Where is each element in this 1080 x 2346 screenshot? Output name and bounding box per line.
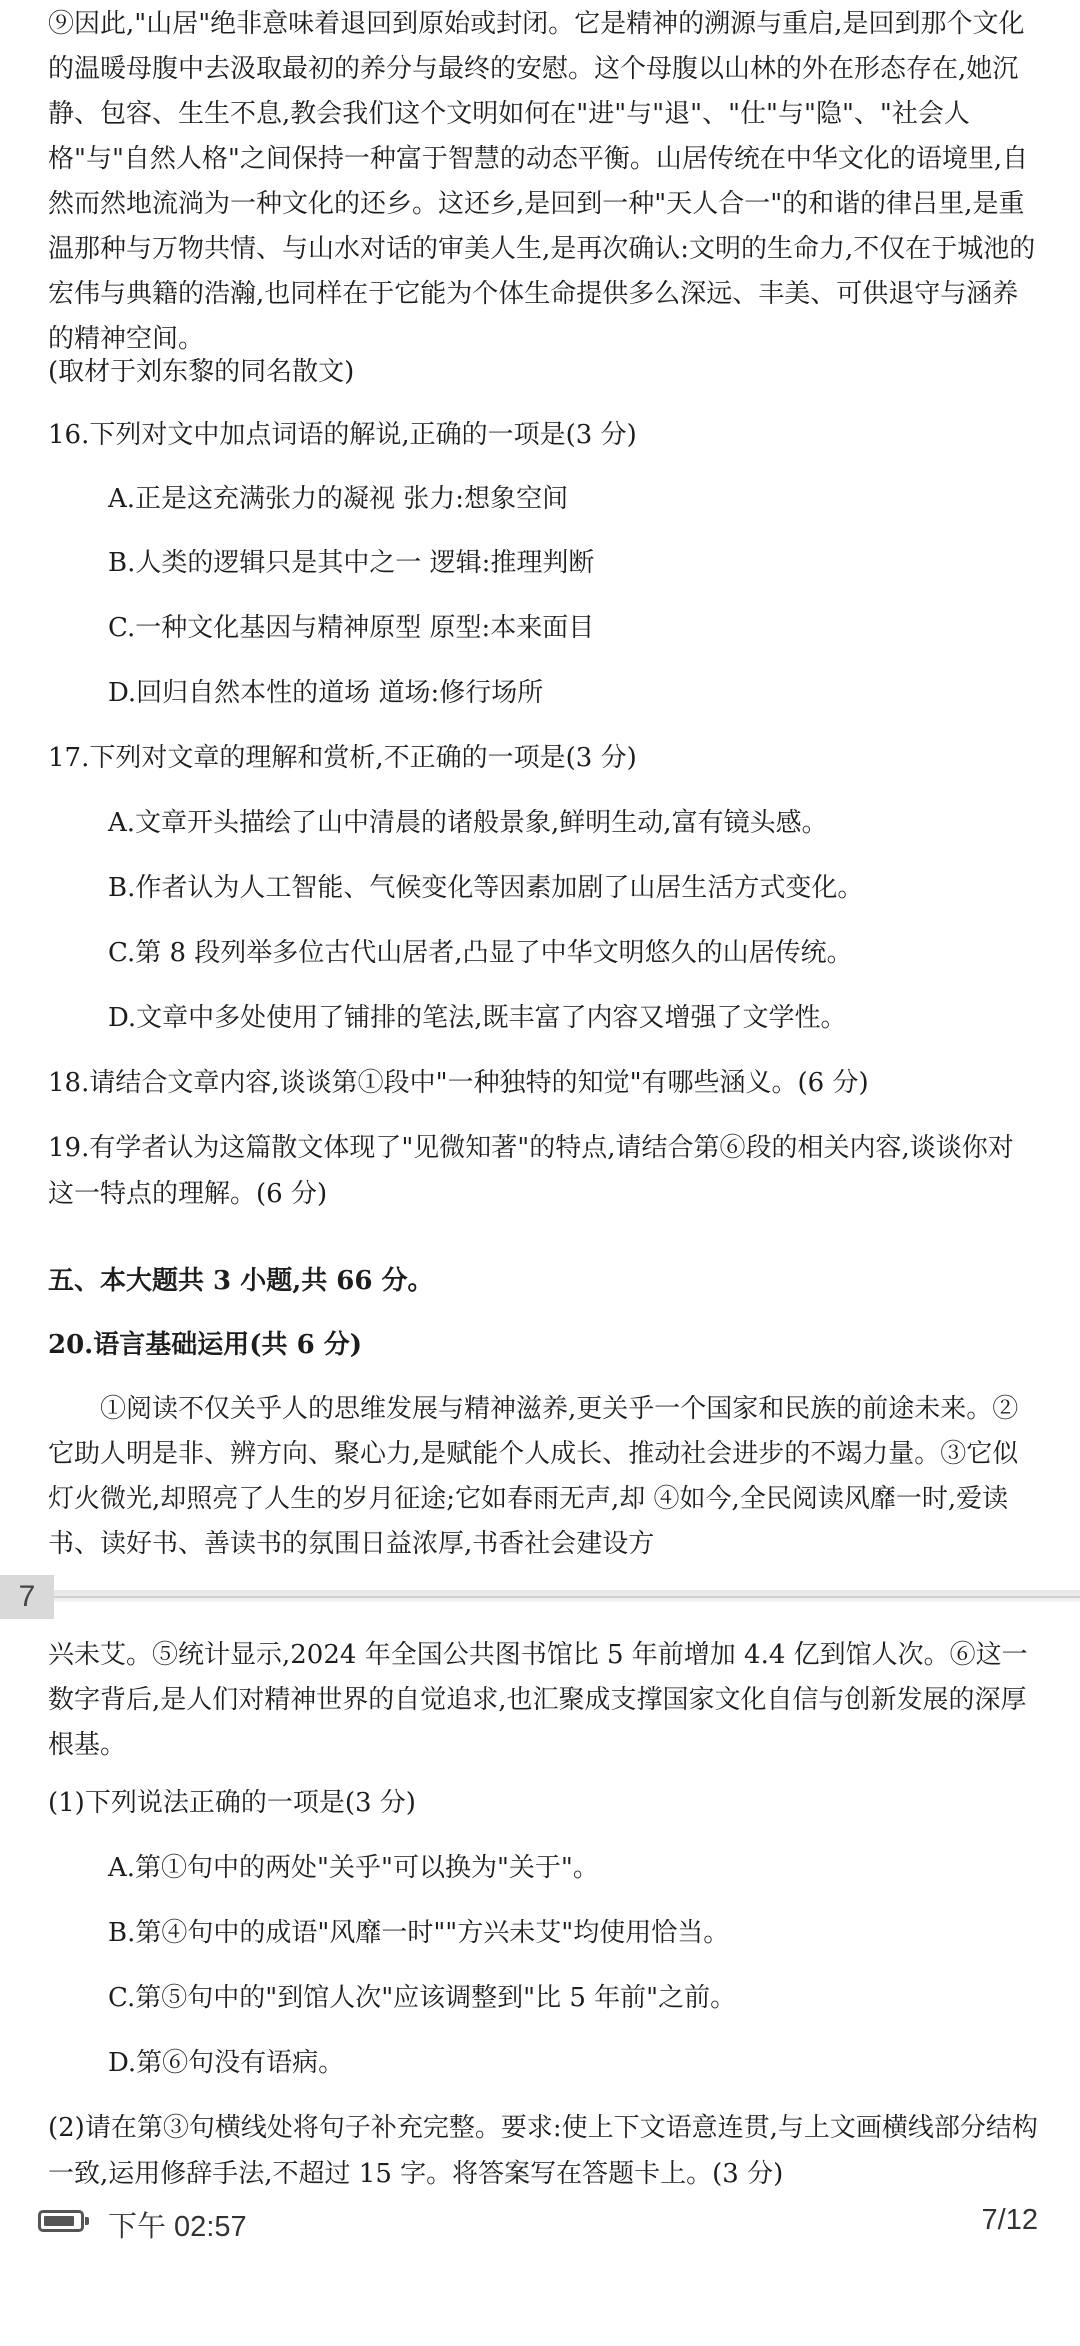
section-5-heading: 五、本大题共 3 小题,共 66 分。	[48, 1266, 434, 1296]
sub1-option-d: D.第⑥句没有语病。	[108, 2048, 345, 2078]
clock-time: 下午 02:57	[108, 2211, 247, 2243]
reader-status-bar	[0, 2190, 1080, 2260]
question-18: 18.请结合文章内容,谈谈第①段中"一种独特的知觉"有哪些涵义。(6 分)	[48, 1068, 869, 1098]
page-divider-line	[54, 1596, 1080, 1598]
source-citation: (取材于刘东黎的同名散文)	[48, 357, 355, 387]
q17-option-b: B.作者认为人工智能、气候变化等因素加剧了山居生活方式变化。	[108, 873, 864, 903]
q16-option-d: D.回归自然本性的道场 道场:修行场所	[108, 678, 544, 708]
question-20-heading: 20.语言基础运用(共 6 分)	[48, 1330, 363, 1360]
question-16: 16.下列对文中加点词语的解说,正确的一项是(3 分)	[48, 420, 637, 450]
sub1-option-a: A.第①句中的两处"关乎"可以换为"关于"。	[108, 1853, 599, 1883]
q17-option-c: C.第 8 段列举多位古代山居者,凸显了中华文明悠久的山居传统。	[108, 938, 853, 968]
battery-icon	[38, 2210, 84, 2232]
sub-question-2: (2)请在第③句横线处将句子补充完整。要求:使上下文语意连贯,与上文画横线部分结构一致,运用修辞手法,不超过 15 字。将答案写在答题卡上。(3 分)	[48, 2113, 1038, 2189]
sub1-option-c: C.第⑤句中的"到馆人次"应该调整到"比 5 年前"之前。	[108, 1983, 737, 2013]
q17-option-d: D.文章中多处使用了铺排的笔法,既丰富了内容又增强了文学性。	[108, 1003, 847, 1033]
sub1-option-b: B.第④句中的成语"风靡一时""方兴未艾"均使用恰当。	[108, 1918, 730, 1948]
question-17: 17.下列对文章的理解和赏析,不正确的一项是(3 分)	[48, 743, 637, 773]
q16-option-c: C.一种文化基因与精神原型 原型:本来面目	[108, 613, 595, 643]
paragraph-9: ⑨因此,"山居"绝非意味着退回到原始或封闭。它是精神的溯源与重启,是回到那个文化的温暖母腹中去汲取最初的养分与最终的安慰。这个母腹以山林的外在形态存在,她沉静、包容、生生不息,教会我们这个文明如何在"进"与"退"、"仕"与"隐"、"社会人格"与"自然人格"之间保持一种富于智慧的动态平衡。山居传统在中华文化的语境里,自然而然地流淌为一种文化的还乡。这还乡,是回到一种"天人合一"的和谐的律吕里,是重温那种与万物共情、与山水对话的审美人生,是再次确认:文明的生命力,不仅在于城池的宏伟与典籍的浩瀚,也同样在于它能为个体生命提供多么深远、丰美、可供退守与涵养的精神空间。	[48, 9, 1036, 354]
page-number-badge: 7	[0, 1575, 54, 1619]
page-indicator: 7/12	[981, 2204, 1038, 2236]
sub-question-1: (1)下列说法正确的一项是(3 分)	[48, 1788, 416, 1818]
document-page-8	[0, 1605, 1080, 2215]
q16-option-a: A.正是这充满张力的凝视 张力:想象空间	[108, 484, 569, 514]
question-20-passage: ①阅读不仅关乎人的思维发展与精神滋养,更关乎一个国家和民族的前途未来。②它助人明是非、辨方向、聚心力,是赋能个人成长、推动社会进步的不竭力量。③它似灯火微光,却照亮了人生的岁月征途;它如春雨无声,却 ④如今,全民阅读风靡一时,爱读书、读好书、善读书的氛围日益浓厚,书香社会建设方	[48, 1394, 1019, 1559]
q17-option-a: A.文章开头描绘了山中清晨的诸般景象,鲜明生动,富有镜头感。	[108, 808, 828, 838]
passage-continuation: 兴未艾。⑤统计显示,2024 年全国公共图书馆比 5 年前增加 4.4 亿到馆人次。⑥这一数字背后,是人们对精神世界的自觉追求,也汇聚成支撑国家文化自信与创新发展的深厚根基。	[48, 1640, 1028, 1760]
q16-option-b: B.人类的逻辑只是其中之一 逻辑:推理判断	[108, 548, 595, 578]
question-19: 19.有学者认为这篇散文体现了"见微知著"的特点,请结合第⑥段的相关内容,谈谈你对这一特点的理解。(6 分)	[48, 1133, 1014, 1209]
